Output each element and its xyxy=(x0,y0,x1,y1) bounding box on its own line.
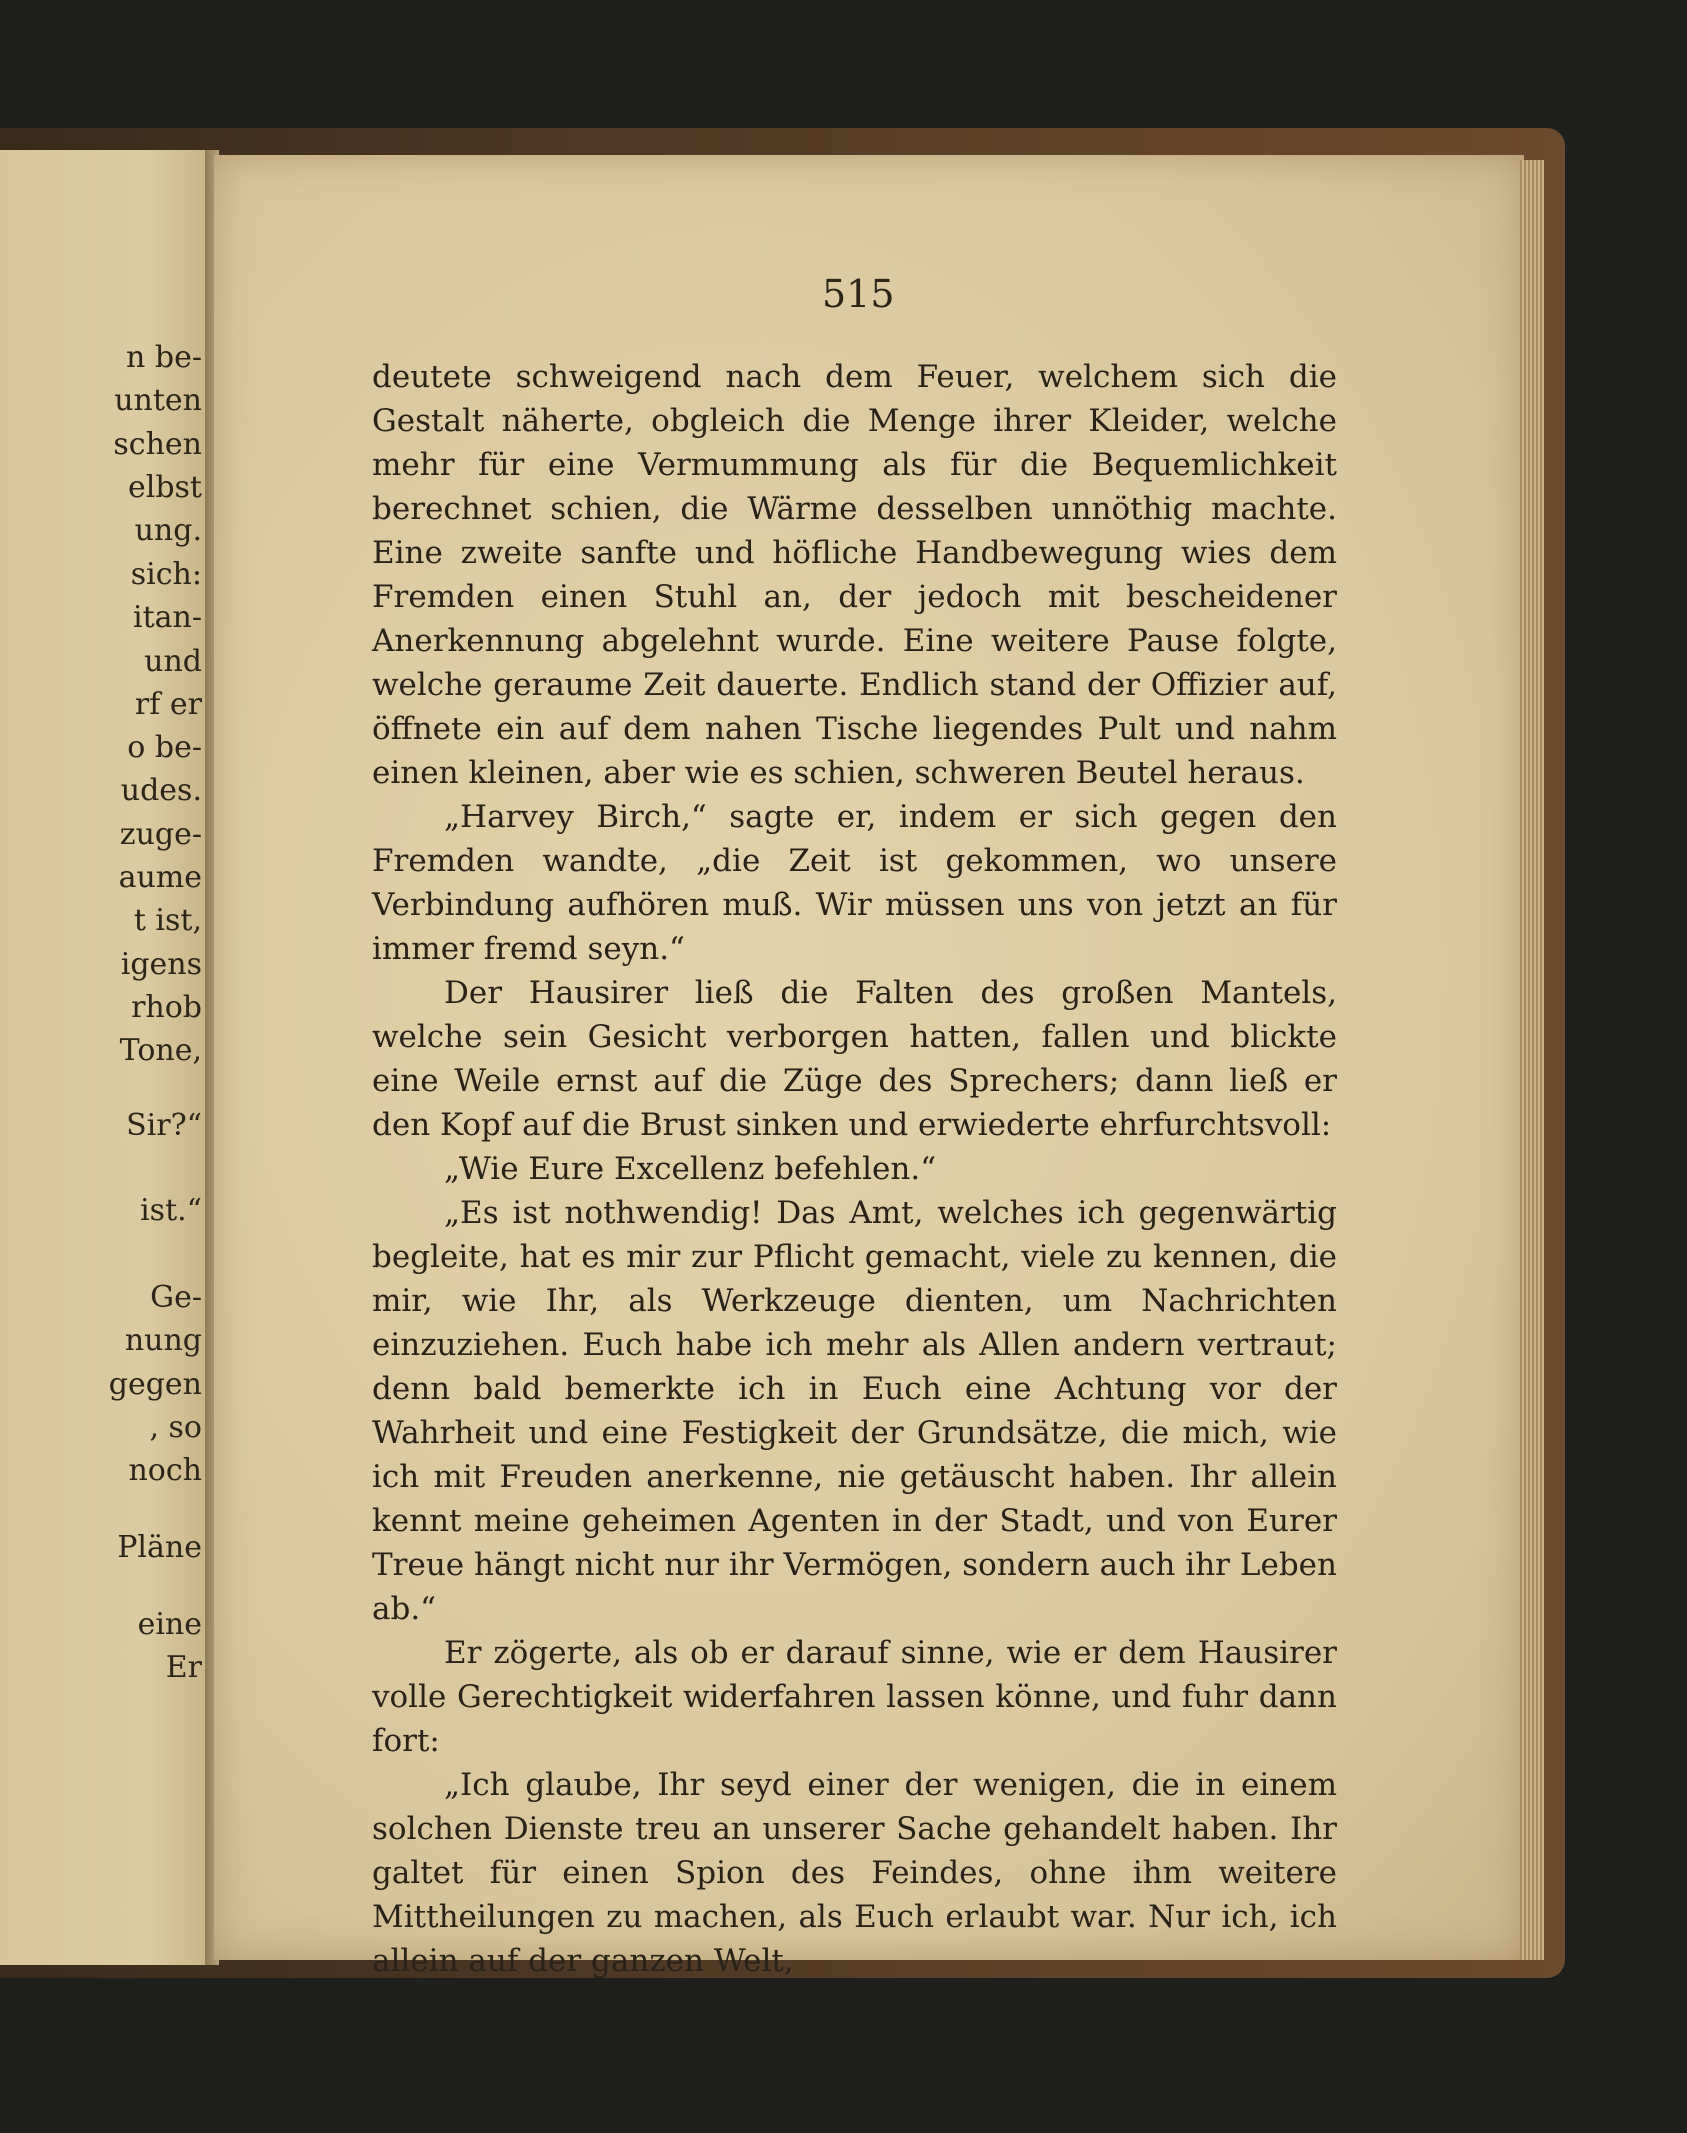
left-page-fragment: rhob xyxy=(131,990,202,1025)
left-page-fragment: Pläne xyxy=(117,1530,202,1565)
left-page xyxy=(0,150,210,1965)
left-page-fragment: Er xyxy=(165,1650,202,1685)
left-page-fragment: sich: xyxy=(130,557,202,592)
paragraph: „Wie Eure Excellenz befehlen.“ xyxy=(444,1151,937,1187)
paragraph: „Es ist nothwendig! Das Amt, welches ich gegenwärtig begleite, hat es mir zur Pflicht gemacht, viele zu kennen, die mir, wie Ihr, als Werkzeuge dienten, um Nachrichten einzuziehen. Euch habe ich mehr als Allen andern vertraut; denn bald bemerkte ich in Euch eine Achtung vor der Wahrheit und eine Festigkeit der Grundsätze, die mich, wie ich mit Freuden anerkenne, nie getäuscht haben. Ihr allein kennt meine geheimen Agenten in der Stadt, und von Eurer Treue hängt nicht nur ihr Vermögen, sondern auch ihr Leben ab.“ xyxy=(372,1195,1337,1627)
left-page-fragment: , so xyxy=(149,1410,202,1445)
paragraph: „Harvey Birch,“ sagte er, indem er sich gegen den Fremden wandte, „die Zeit ist gekommen, wo unsere Verbindung aufhören muß. Wir müssen uns von jetzt an für immer fremd seyn.“ xyxy=(372,799,1337,967)
paragraph: Er zögerte, als ob er darauf sinne, wie er dem Hausirer volle Gerechtigkeit widerfahren lassen könne, und fuhr dann fort: xyxy=(372,1635,1337,1759)
left-page-fragment: zuge- xyxy=(119,817,202,852)
left-page-fragment: Ge- xyxy=(150,1280,202,1315)
left-page-fragment: unten xyxy=(114,383,202,418)
left-page-fragment: aume xyxy=(118,860,202,895)
left-page-fragment: eine xyxy=(137,1607,202,1642)
page-body-text xyxy=(372,355,1337,1983)
paragraph: „Ich glaube, Ihr seyd einer der wenigen, die in einem solchen Dienste treu an unserer Sache gehandelt haben. Ihr galtet für einen Spion des Feindes, ohne ihm weitere Mittheilungen zu machen, als Euch erlaubt war. Nur ich, ich allein auf der ganzen Welt, xyxy=(372,1767,1337,1979)
left-page-fragment: igens xyxy=(120,947,202,982)
left-page-fragment: ung. xyxy=(134,513,202,548)
left-page-fragment: elbst xyxy=(127,470,202,505)
left-page-fragment: und xyxy=(144,644,202,679)
left-page-fragment: noch xyxy=(128,1453,202,1488)
left-page-fragment: udes. xyxy=(120,773,202,808)
left-page-fragment: rf er xyxy=(134,687,202,722)
left-page-fragment: ist.“ xyxy=(140,1193,202,1228)
left-page-fragment: Sir?“ xyxy=(126,1108,202,1143)
left-page-fragment: gegen xyxy=(108,1367,202,1402)
left-page-fragment: nung xyxy=(124,1323,202,1358)
left-page-fragment: itan- xyxy=(133,600,202,635)
left-page-fragment: Tone, xyxy=(119,1033,202,1068)
paragraph: deutete schweigend nach dem Feuer, welchem sich die Gestalt näherte, obgleich die Menge ihrer Kleider, welche mehr für eine Vermummung als für die Bequemlichkeit berechnet schien, die Wärme desselben unnöthig machte. Eine zweite sanfte und höfliche Handbewegung wies dem Fremden einen Stuhl an, der jedoch mit bescheidener Anerkennung abgelehnt wurde. Eine weitere Pause folgte, welche geraume Zeit dauerte. Endlich stand der Offizier auf, öffnete ein auf dem nahen Tische liegendes Pult und nahm einen kleinen, aber wie es schien, schweren Beutel heraus. xyxy=(372,359,1337,791)
left-page-fragment: o be- xyxy=(127,730,202,765)
left-page-fragment: n be- xyxy=(126,340,202,375)
page-number: 515 xyxy=(822,272,895,316)
paragraph: Der Hausirer ließ die Falten des großen Mantels, welche sein Gesicht verborgen hatten, fallen und blickte eine Weile ernst auf die Züge des Sprechers; dann ließ er den Kopf auf die Brust sinken und erwiederte ehrfurchtsvoll: xyxy=(372,975,1337,1143)
left-page-fragment: schen xyxy=(113,427,202,462)
left-page-fragment: t ist, xyxy=(133,903,202,938)
page-edges xyxy=(1520,160,1544,1960)
